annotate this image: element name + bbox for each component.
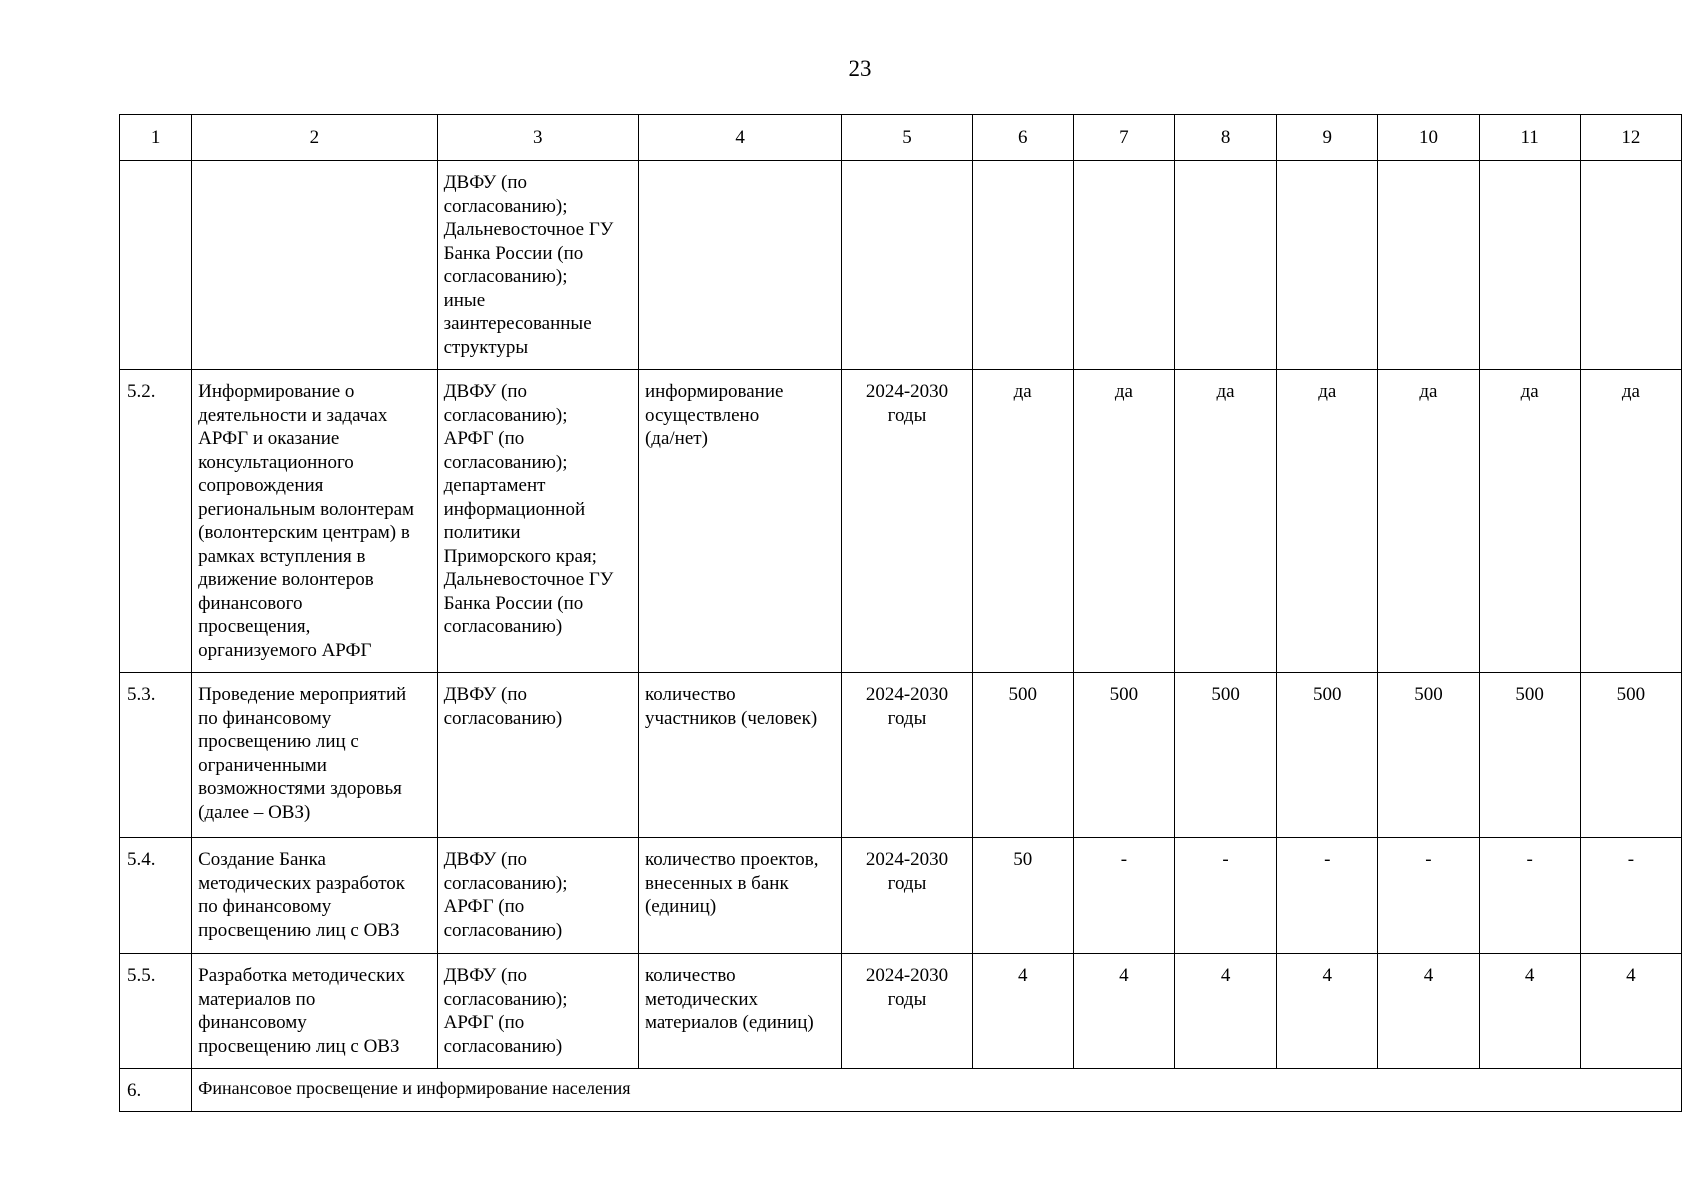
text-line: ограниченными [198, 754, 327, 776]
text-line: АРФГ (по [443, 896, 525, 917]
value-cell-text: 4 [1524, 965, 1535, 986]
executors-cell [437, 673, 638, 838]
empty-cell [638, 161, 841, 370]
event-cell [192, 161, 437, 370]
event-cell-text [192, 838, 436, 948]
text-line: деятельности и задачах [198, 404, 388, 426]
value-cell-text: да [1114, 381, 1133, 402]
executors-cell [437, 370, 638, 673]
value-cell [1174, 838, 1276, 954]
value-cell-text: - [1627, 849, 1635, 870]
value-cell-text: - [1526, 849, 1533, 870]
value-cell-text: 4 [1017, 965, 1028, 986]
value-cell [972, 954, 1073, 1069]
value-cell [1073, 673, 1174, 838]
indicator-cell-text [639, 954, 841, 1041]
text-line: 2024-2030 [865, 381, 949, 402]
value-cell-text: да [1419, 381, 1438, 402]
value-cell-text: 500 [1008, 684, 1037, 705]
value-cell-text: да [1318, 381, 1337, 402]
row-number-cell [120, 838, 192, 954]
value-cell-text: да [1013, 381, 1032, 402]
table-row [120, 161, 1682, 370]
text-line: сопровождения [198, 475, 324, 496]
value-cell-text: 4 [1119, 965, 1129, 986]
column-header: 3 [437, 115, 638, 161]
row-number-cell [120, 673, 192, 838]
column-header: 4 [638, 115, 841, 161]
text-line: консультационного [198, 451, 354, 473]
text-line: годы [887, 872, 927, 894]
text-line: по финансовому [198, 896, 332, 917]
text-line: Банка России (по [443, 242, 584, 264]
header-row [120, 115, 1682, 161]
value-cell [1378, 954, 1479, 1069]
page-number: 23 [848, 56, 872, 81]
value-cell [1580, 673, 1681, 838]
value-cell [1277, 838, 1378, 954]
value-cell [1073, 838, 1174, 954]
text-line: 2024-2030 [865, 684, 949, 705]
value-cell [1580, 838, 1681, 954]
section-row [120, 1069, 1682, 1112]
event-cell [192, 954, 437, 1069]
row-number: 5.4. [127, 849, 156, 870]
empty-cell [1479, 161, 1580, 370]
column-header: 5 [842, 115, 972, 161]
text-line: (да/нет) [644, 428, 708, 449]
text-line: согласованию) [443, 616, 563, 637]
text-line: просвещению лиц с ОВЗ [198, 1035, 400, 1057]
value-cell [1174, 673, 1276, 838]
indicator-cell [638, 954, 841, 1069]
period-cell [842, 370, 972, 673]
text-line: возможностями здоровья [198, 778, 402, 799]
indicator-cell [638, 370, 841, 673]
empty-cell [1073, 161, 1174, 370]
text-line: по финансовому [198, 707, 332, 729]
text-line: иные [443, 289, 486, 311]
value-cell [1174, 370, 1276, 673]
text-line: политики [443, 522, 521, 543]
text-line: Дальневосточное ГУ [443, 569, 614, 590]
text-line: движение волонтеров [198, 569, 374, 590]
text-line: ДВФУ (по [443, 684, 527, 705]
value-cell-text: 4 [1423, 965, 1434, 986]
text-line: Проведение мероприятий [198, 684, 407, 705]
text-line: Создание Банка [198, 849, 326, 870]
text-line: методических разработок [198, 872, 406, 894]
text-line: финансового [198, 592, 303, 614]
value-cell-text: 500 [1515, 684, 1544, 705]
value-cell-text: да [1520, 381, 1539, 402]
empty-cell [1277, 161, 1378, 370]
text-line: 2024-2030 [865, 849, 949, 870]
text-line: участников (человек) [644, 707, 818, 729]
column-header: 9 [1277, 115, 1378, 161]
table-row [120, 954, 1682, 1069]
value-cell-text: 500 [1211, 684, 1240, 705]
value-cell [1277, 954, 1378, 1069]
text-line: рамках вступления в [198, 545, 366, 567]
text-line: АРФГ и оказание [198, 428, 340, 449]
value-cell [1277, 673, 1378, 838]
event-cell [192, 838, 437, 954]
text-line: согласованию); [443, 404, 568, 426]
table-row [120, 370, 1682, 673]
period-cell-text [842, 838, 971, 901]
row-number-cell [120, 954, 192, 1069]
text-line: согласованию); [443, 988, 568, 1010]
executors-cell [437, 838, 638, 954]
executors-cell [437, 954, 638, 1069]
indicator-cell-text [639, 673, 841, 736]
text-line: Разработка методических [198, 965, 406, 986]
text-line: согласованию); [443, 195, 568, 217]
row-number-cell [120, 1069, 192, 1112]
value-cell [1073, 370, 1174, 673]
row-number: 5.5. [127, 965, 156, 986]
table-row [120, 673, 1682, 838]
value-cell [1378, 838, 1479, 954]
value-cell-text: 500 [1616, 684, 1646, 705]
row-number-cell [120, 161, 192, 370]
value-cell [1580, 370, 1681, 673]
value-cell-text: - [1425, 849, 1432, 870]
value-cell-text: 4 [1626, 965, 1636, 986]
text-line: региональным волонтерам [198, 498, 415, 520]
text-line: согласованию) [443, 919, 563, 941]
text-line: департамент [443, 475, 546, 496]
value-cell-text: - [1222, 849, 1229, 870]
text-line: информационной [443, 498, 586, 520]
executors-cell-text [438, 954, 638, 1064]
period-cell-text [842, 673, 971, 736]
table-row [120, 838, 1682, 954]
text-line: внесенных в банк [644, 872, 789, 894]
value-cell-text: да [1621, 381, 1640, 402]
text-line: согласованию) [443, 707, 563, 729]
column-header: 10 [1378, 115, 1479, 161]
executors-cell-text [438, 161, 638, 365]
text-line: структуры [443, 336, 529, 358]
text-line: Банка России (по [443, 592, 584, 614]
text-line: осуществлено [644, 404, 760, 426]
text-line: просвещению лиц с ОВЗ [198, 919, 400, 941]
value-cell [1479, 370, 1580, 673]
period-cell [842, 673, 972, 838]
event-cell [192, 673, 437, 838]
text-line: согласованию) [443, 1035, 563, 1057]
value-cell-text: да [1216, 381, 1235, 402]
column-header: 8 [1174, 115, 1276, 161]
event-cell-text [192, 673, 436, 830]
text-line: годы [887, 988, 927, 1010]
executors-cell [437, 161, 638, 370]
text-line: заинтересованные [443, 313, 592, 334]
section-number: 6. [127, 1080, 142, 1101]
value-cell-text: 50 [1013, 849, 1033, 870]
value-cell [1479, 838, 1580, 954]
column-header: 12 [1580, 115, 1681, 161]
column-header: 7 [1073, 115, 1174, 161]
empty-cell [972, 161, 1073, 370]
text-line: (далее – ОВЗ) [198, 801, 311, 823]
value-cell [1378, 673, 1479, 838]
value-cell-text: 500 [1313, 684, 1342, 705]
value-cell-text: - [1120, 849, 1128, 870]
text-line: годы [887, 707, 927, 729]
section-title-cell [192, 1069, 1682, 1112]
text-line: согласованию); [443, 266, 568, 287]
text-line: количество [644, 684, 736, 705]
column-header: 1 [120, 115, 192, 161]
text-line: ДВФУ (по [443, 849, 527, 870]
executors-cell-text [438, 673, 638, 736]
text-line: количество [644, 965, 736, 986]
empty-cell [1174, 161, 1276, 370]
text-line: методических [644, 988, 759, 1010]
text-line: (волонтерским центрам) в [198, 522, 410, 543]
value-cell-text: 500 [1414, 684, 1443, 705]
indicator-cell-text [639, 370, 841, 457]
indicator-cell-text [639, 838, 841, 925]
plan-table [119, 114, 1682, 1112]
section-title: Финансовое просвещение и информирование населения [198, 1078, 631, 1098]
executors-cell-text [438, 838, 638, 948]
period-cell [842, 954, 972, 1069]
value-cell [1580, 954, 1681, 1069]
text-line: ДВФУ (по [443, 965, 527, 986]
empty-cell [1378, 161, 1479, 370]
period-cell [842, 838, 972, 954]
text-line: согласованию); [443, 451, 568, 473]
executors-cell-text [438, 370, 638, 645]
text-line: материалов (единиц) [644, 1012, 814, 1033]
text-line: Информирование о [198, 381, 355, 402]
text-line: финансовому [198, 1012, 307, 1033]
text-line: (единиц) [644, 896, 717, 917]
value-cell [972, 370, 1073, 673]
value-cell [1277, 370, 1378, 673]
text-line: согласованию); [443, 872, 568, 894]
event-cell-text [192, 954, 436, 1064]
indicator-cell [638, 838, 841, 954]
text-line: АРФГ (по [443, 428, 525, 449]
text-line: просвещению лиц с [198, 731, 359, 752]
value-cell [1378, 370, 1479, 673]
value-cell-text: - [1324, 849, 1331, 870]
column-header: 2 [192, 115, 437, 161]
value-cell [1073, 954, 1174, 1069]
row-number: 5.3. [127, 684, 156, 705]
value-cell [1479, 954, 1580, 1069]
value-cell-text: 4 [1220, 965, 1231, 986]
event-cell-text [192, 370, 436, 668]
text-line: Приморского края; [443, 545, 597, 567]
column-header: 6 [972, 115, 1073, 161]
value-cell-text: 500 [1109, 684, 1139, 705]
text-line: материалов по [198, 988, 316, 1010]
text-line: ДВФУ (по [443, 381, 527, 402]
text-line: ДВФУ (по [443, 172, 527, 193]
empty-cell [842, 161, 972, 370]
value-cell [1479, 673, 1580, 838]
text-line: 2024-2030 [865, 965, 949, 986]
value-cell [1174, 954, 1276, 1069]
event-cell [192, 370, 437, 673]
text-line: информирование [644, 381, 784, 402]
text-line: организуемого АРФГ [198, 639, 372, 661]
value-cell [972, 838, 1073, 954]
indicator-cell [638, 673, 841, 838]
period-cell-text [842, 370, 971, 433]
empty-cell [1580, 161, 1681, 370]
text-line: просвещения, [198, 616, 311, 637]
column-header: 11 [1479, 115, 1580, 161]
value-cell-text: 4 [1322, 965, 1333, 986]
text-line: годы [887, 404, 927, 426]
text-line: количество проектов, [644, 849, 819, 870]
period-cell-text [842, 954, 971, 1017]
row-number: 5.2. [127, 381, 156, 402]
value-cell [972, 673, 1073, 838]
row-number-cell [120, 370, 192, 673]
text-line: АРФГ (по [443, 1012, 525, 1033]
text-line: Дальневосточное ГУ [443, 219, 614, 240]
